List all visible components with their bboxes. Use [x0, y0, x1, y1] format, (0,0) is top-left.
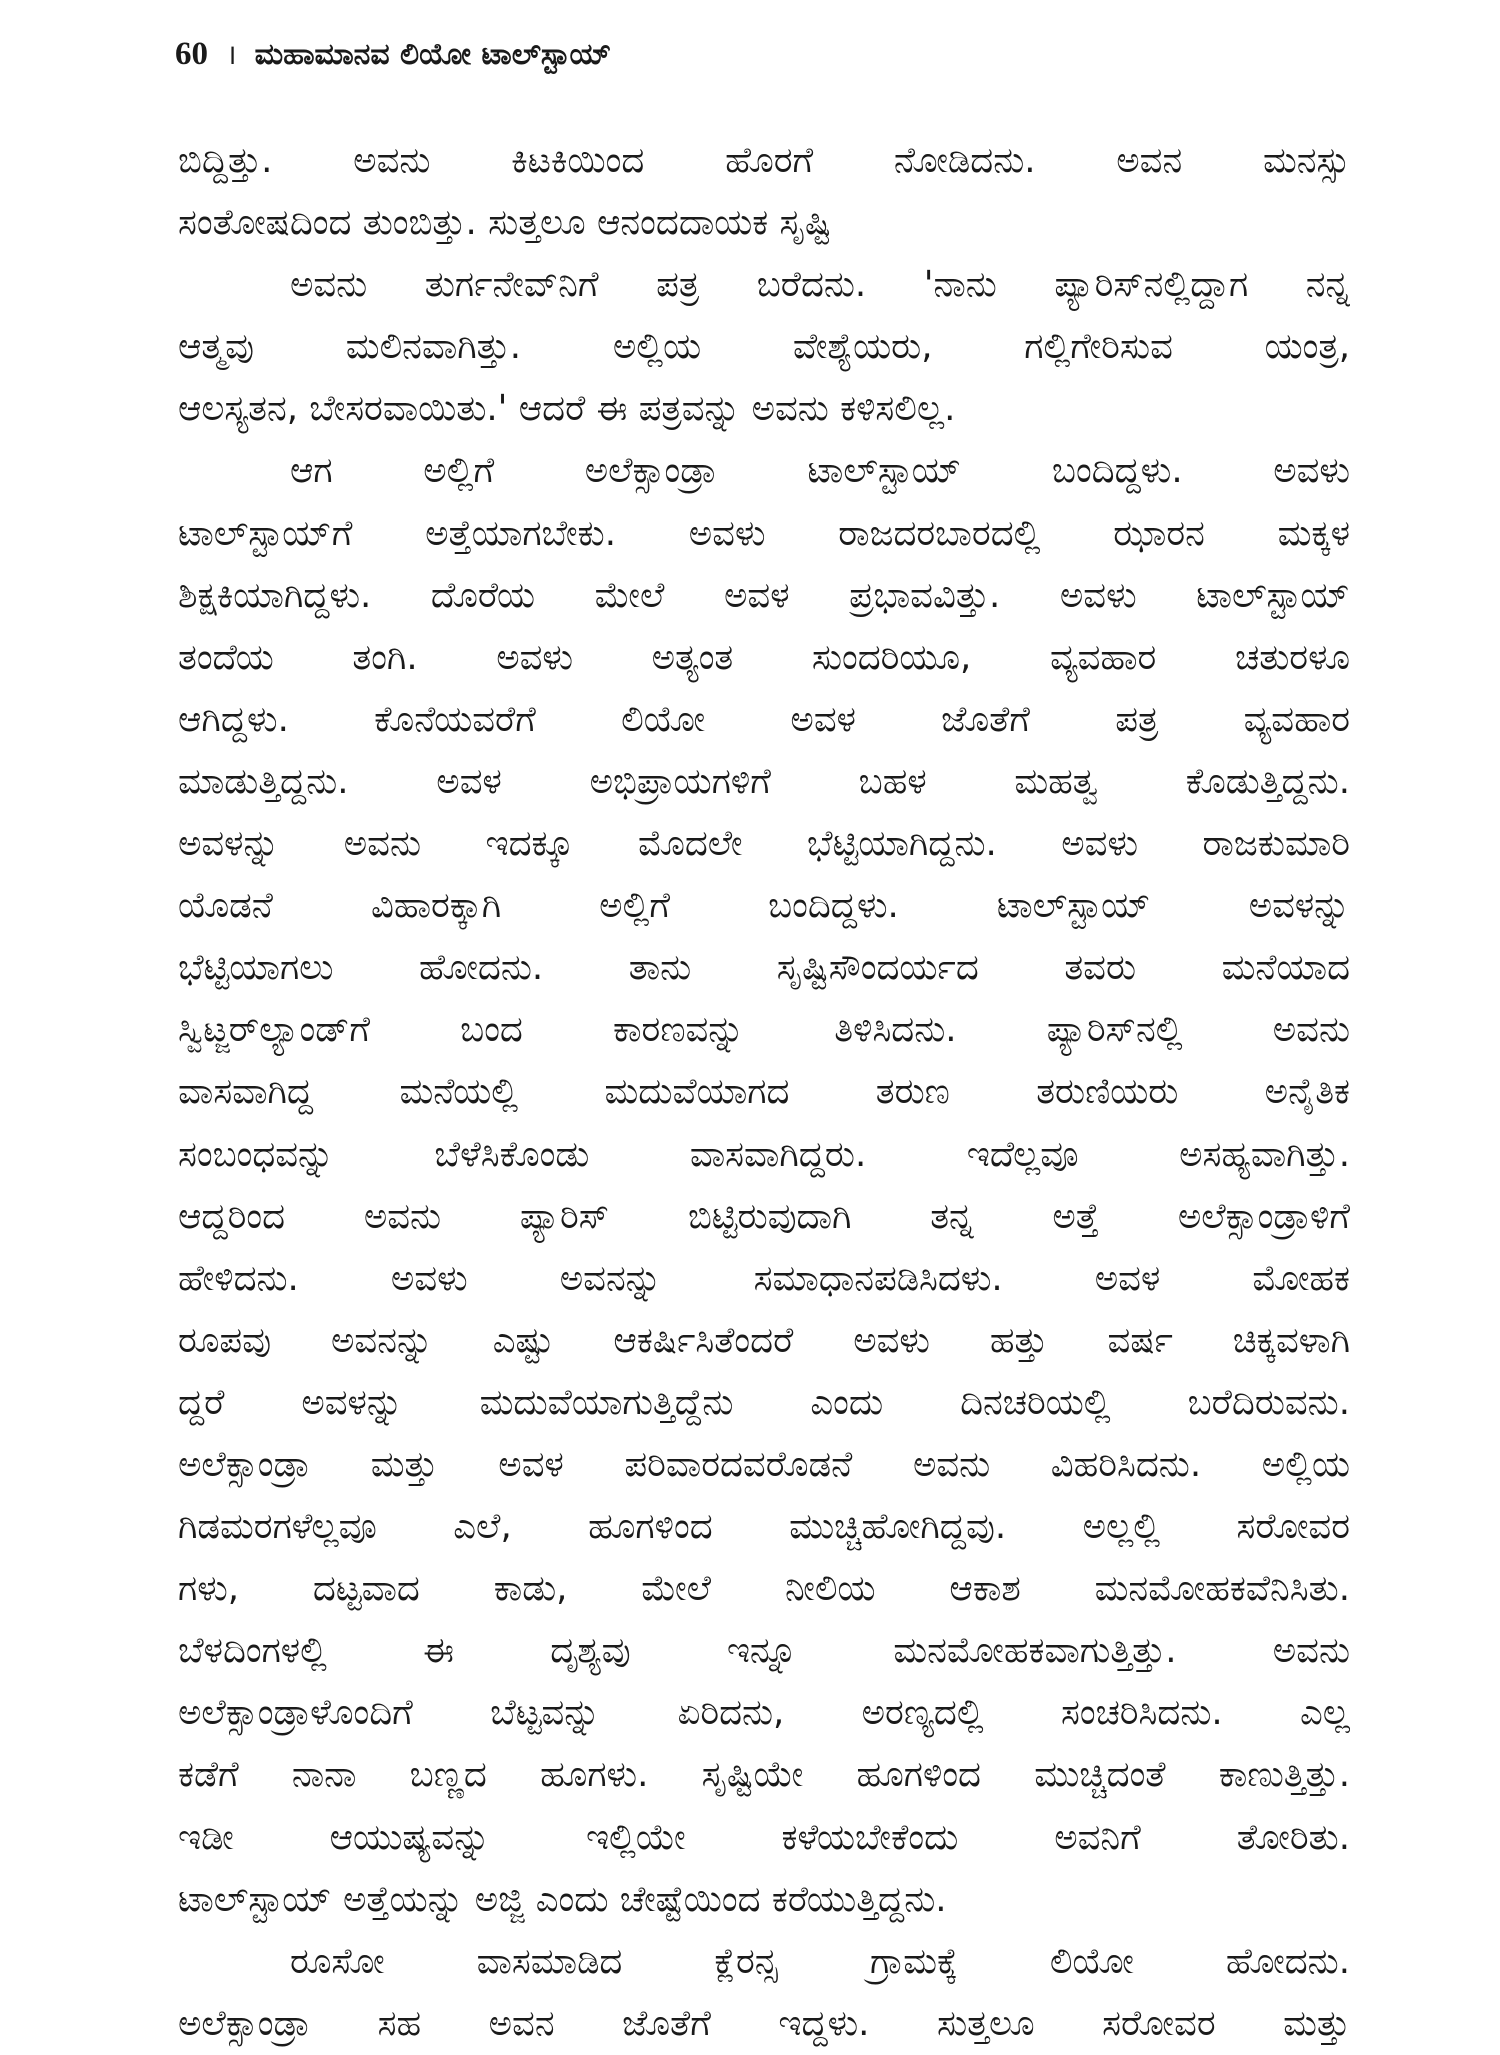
paragraph [178, 1931, 1350, 2055]
text-line: ಯೊಡನೆ ವಿಹಾರಕ್ಕಾಗಿ ಅಲ್ಲಿಗೆ ಬಂದಿದ್ದಳು. ಟಾಲ್‌ಸ್ಟಾಯ್ ಅವಳನ್ನು [178, 885, 1350, 927]
text-line: ಮಾಡುತ್ತಿದ್ದನು. ಅವಳ ಅಭಿಪ್ರಾಯಗಳಿಗೆ ಬಹಳ ಮಹತ್ವ ಕೊಡುತ್ತಿದ್ದನು. [178, 760, 1350, 802]
text-line: ಆತ್ಮವು ಮಲಿನವಾಗಿತ್ತು. ಅಲ್ಲಿಯ ವೇಶ್ಯೆಯರು, ಗಲ್ಲಿಗೇರಿಸುವ ಯಂತ್ರ, [178, 326, 1350, 368]
text-line: ಹೇಳಿದನು. ಅವಳು ಅವನನ್ನು ಸಮಾಧಾನಪಡಿಸಿದಳು. ಅವಳ ಮೋಹಕ [178, 1257, 1350, 1299]
paragraph [178, 440, 1350, 1930]
paragraph [178, 130, 1350, 254]
header-separator: । [226, 40, 237, 71]
text-line: ರೂಪವು ಅವನನ್ನು ಎಷ್ಟು ಆಕರ್ಷಿಸಿತೆಂದರೆ ಅವಳು ಹತ್ತು ವರ್ಷ ಚಿಕ್ಕವಳಾಗಿ [178, 1319, 1350, 1361]
text-line: ಇಡೀ ಆಯುಷ್ಯವನ್ನು ಇಲ್ಲಿಯೇ ಕಳೆಯಬೇಕೆಂದು ಅವನಿಗೆ ತೋರಿತು. [178, 1816, 1350, 1858]
text-line: ಸ್ವಿಟ್ಜರ್‌ಲ್ಯಾಂಡ್‌ಗೆ ಬಂದ ಕಾರಣವನ್ನು ತಿಳಿಸಿದನು. ಪ್ಯಾರಿಸ್‌ನಲ್ಲಿ ಅವನು [178, 1009, 1350, 1051]
text-line: ಬೆಳದಿಂಗಳಲ್ಲಿ ಈ ದೃಶ್ಯವು ಇನ್ನೂ ಮನಮೋಹಕವಾಗುತ್ತಿತ್ತು. ಅವನು [178, 1630, 1350, 1672]
text-line: ದ್ದರೆ ಅವಳನ್ನು ಮದುವೆಯಾಗುತ್ತಿದ್ದೆನು ಎಂದು ದಿನಚರಿಯಲ್ಲಿ ಬರೆದಿರುವನು. [178, 1381, 1350, 1423]
text-line: ಆಲಸ್ಯತನ, ಬೇಸರವಾಯಿತು.' ಆದರೆ ಈ ಪತ್ರವನ್ನು ಅವನು ಕಳಿಸಲಿಲ್ಲ. [178, 388, 956, 430]
text-line: ಸಂಬಂಧವನ್ನು ಬೆಳೆಸಿಕೊಂಡು ವಾಸವಾಗಿದ್ದರು. ಇದೆಲ್ಲವೂ ಅಸಹ್ಯವಾಗಿತ್ತು. [178, 1133, 1350, 1175]
text-line: ಆಗ ಅಲ್ಲಿಗೆ ಅಲೆಕ್ಸಾಂಡ್ರಾ ಟಾಲ್‌ಸ್ಟಾಯ್ ಬಂದಿದ್ದಳು. ಅವಳು [290, 450, 1350, 492]
text-line: ರೂಸೋ ವಾಸಮಾಡಿದ ಕ್ಲೆರನ್ಸ ಗ್ರಾಮಕ್ಕೆ ಲಿಯೋ ಹೋದನು. [290, 1940, 1350, 1982]
text-line: ವಾಸವಾಗಿದ್ದ ಮನೆಯಲ್ಲಿ ಮದುವೆಯಾಗದ ತರುಣ ತರುಣಿಯರು ಅನೈತಿಕ [178, 1071, 1350, 1113]
text-line: ಆದ್ದರಿಂದ ಅವನು ಪ್ಯಾರಿಸ್ ಬಿಟ್ಟಿರುವುದಾಗಿ ತನ್ನ ಅತ್ತೆ ಅಲೆಕ್ಸಾಂಡ್ರಾಳಿಗೆ [178, 1195, 1350, 1237]
book-title: ಮಹಾಮಾನವ ಲಿಯೋ ಟಾಲ್‌ಸ್ಟಾಯ್ [254, 36, 612, 72]
text-line: ಭೆಟ್ಟಿಯಾಗಲು ಹೋದನು. ತಾನು ಸೃಷ್ಟಿಸೌಂದರ್ಯದ ತವರು ಮನೆಯಾದ [178, 947, 1350, 989]
text-line: ಸಂತೋಷದಿಂದ ತುಂಬಿತ್ತು. ಸುತ್ತಲೂ ಆನಂದದಾಯಕ ಸೃಷ್ಟಿ [178, 202, 832, 244]
text-line: ಅಲೆಕ್ಸಾಂಡ್ರಾ ಸಹ ಅವನ ಜೊತೆಗೆ ಇದ್ದಳು. ಸುತ್ತಲೂ ಸರೋವರ ಮತ್ತು [178, 2002, 1350, 2044]
text-line: ಅವನು ತುರ್ಗನೇವ್‌ನಿಗೆ ಪತ್ರ ಬರೆದನು. 'ನಾನು ಪ್ಯಾರಿಸ್‌ನಲ್ಲಿದ್ದಾಗ ನನ್ನ [290, 264, 1350, 306]
text-line: ಟಾಲ್‌ಸ್ಟಾಯ್ ಅತ್ತೆಯನ್ನು ಅಜ್ಜಿ ಎಂದು ಚೇಷ್ಟೆಯಿಂದ ಕರೆಯುತ್ತಿದ್ದನು. [178, 1878, 947, 1920]
running-header [175, 28, 1355, 80]
text-line: ಅವಳನ್ನು ಅವನು ಇದಕ್ಕೂ ಮೊದಲೇ ಭೆಟ್ಟಿಯಾಗಿದ್ದನು. ಅವಳು ರಾಜಕುಮಾರಿ [178, 823, 1350, 865]
text-line: ತಂದೆಯ ತಂಗಿ. ಅವಳು ಅತ್ಯಂತ ಸುಂದರಿಯೂ, ವ್ಯವಹಾರ ಚತುರಳೂ [178, 636, 1350, 678]
paragraph [178, 254, 1350, 440]
text-line: ಗಳು, ದಟ್ಟವಾದ ಕಾಡು, ಮೇಲೆ ನೀಲಿಯ ಆಕಾಶ ಮನಮೋಹಕವೆನಿಸಿತು. [178, 1568, 1350, 1610]
text-line: ಆಗಿದ್ದಳು. ಕೊನೆಯವರೆಗೆ ಲಿಯೋ ಅವಳ ಜೊತೆಗೆ ಪತ್ರ ವ್ಯವಹಾರ [178, 698, 1350, 740]
body-text [178, 130, 1350, 2055]
text-line: ಗಿಡಮರಗಳೆಲ್ಲವೂ ಎಲೆ, ಹೂಗಳಿಂದ ಮುಚ್ಚಿಹೋಗಿದ್ದವು. ಅಲ್ಲಲ್ಲಿ ಸರೋವರ [178, 1506, 1350, 1548]
text-line: ಟಾಲ್‌ಸ್ಟಾಯ್‌ಗೆ ಅತ್ತೆಯಾಗಬೇಕು. ಅವಳು ರಾಜದರಬಾರದಲ್ಲಿ ಝಾರನ ಮಕ್ಕಳ [178, 512, 1350, 554]
text-line: ಶಿಕ್ಷಕಿಯಾಗಿದ್ದಳು. ದೊರೆಯ ಮೇಲೆ ಅವಳ ಪ್ರಭಾವವಿತ್ತು. ಅವಳು ಟಾಲ್‌ಸ್ಟಾಯ್ [178, 574, 1350, 616]
text-line: ಬಿದ್ದಿತ್ತು. ಅವನು ಕಿಟಕಿಯಿಂದ ಹೊರಗೆ ನೋಡಿದನು. ಅವನ ಮನಸ್ಸು [178, 140, 1350, 181]
text-line: ಅಲೆಕ್ಸಾಂಡ್ರಾಳೊಂದಿಗೆ ಬೆಟ್ಟವನ್ನು ಏರಿದನು, ಅರಣ್ಯದಲ್ಲಿ ಸಂಚರಿಸಿದನು. ಎಲ್ಲ [178, 1692, 1350, 1734]
text-line: ಅಲೆಕ್ಸಾಂಡ್ರಾ ಮತ್ತು ಅವಳ ಪರಿವಾರದವರೊಡನೆ ಅವನು ವಿಹರಿಸಿದನು. ಅಲ್ಲಿಯ [178, 1443, 1350, 1485]
text-line: ಕಡೆಗೆ ನಾನಾ ಬಣ್ಣದ ಹೂಗಳು. ಸೃಷ್ಟಿಯೇ ಹೂಗಳಿಂದ ಮುಚ್ಚಿದಂತೆ ಕಾಣುತ್ತಿತ್ತು. [178, 1754, 1350, 1796]
page-number: 60 [175, 35, 208, 72]
